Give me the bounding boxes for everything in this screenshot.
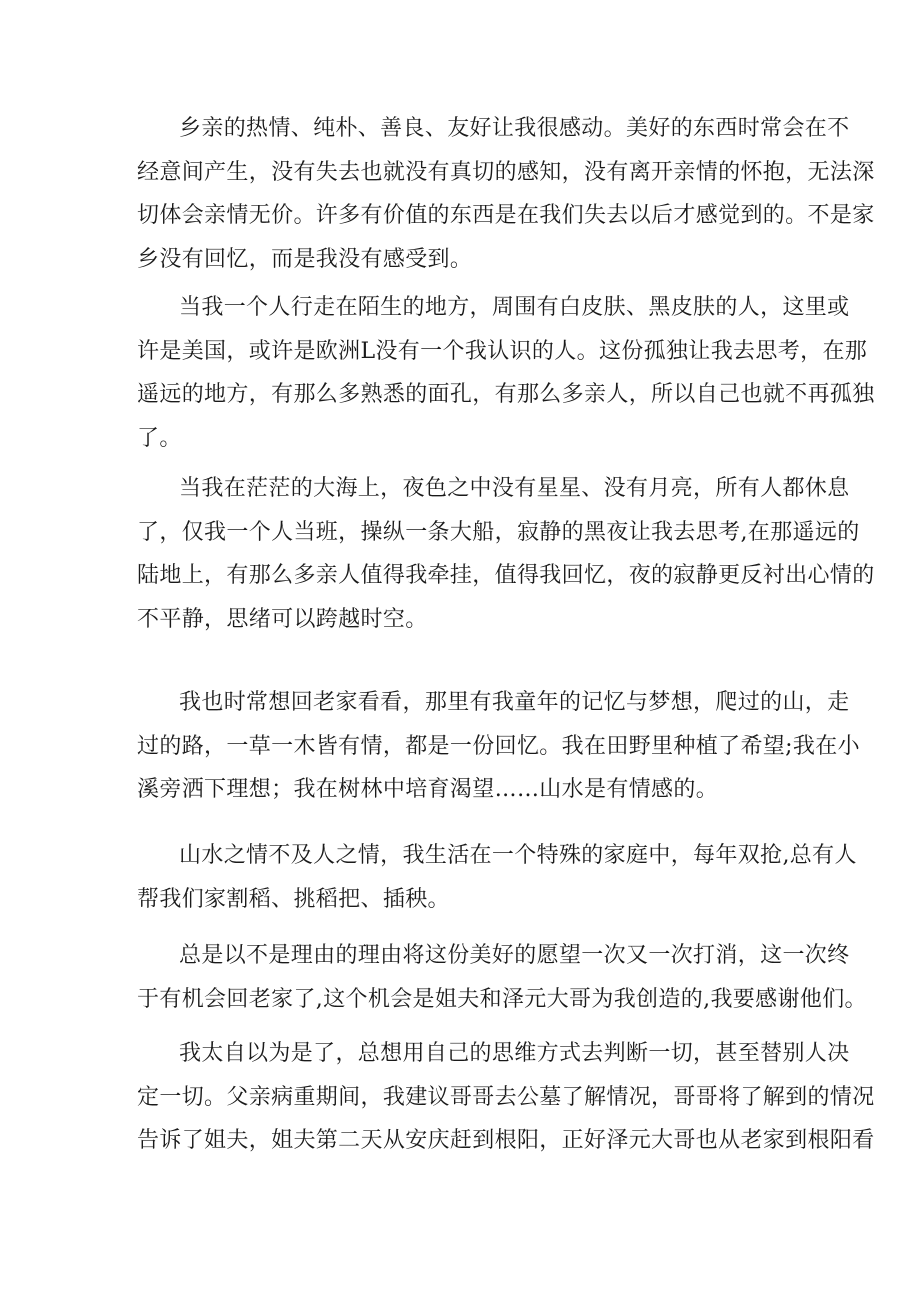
text-line: 我太自以为是了，总想用自己的思维方式去判断一切，甚至替别人决 bbox=[179, 1041, 850, 1066]
text-line: 乡没有回忆，而是我没有感受到。 bbox=[137, 246, 473, 272]
text-line: 总是以不是理由的理由将这份美好的愿望一次又一次打消，这一次终 bbox=[179, 943, 850, 968]
text-line: 于有机会回老家了,这个机会是姐夫和泽元大哥为我创造的,我要感谢他们。 bbox=[137, 986, 867, 1012]
text-line: 告诉了姐夫，姐夫第二天从安庆赶到根阳，正好泽元大哥也从老家到根阳看 bbox=[137, 1128, 875, 1154]
text-line: 我也时常想回老家看看，那里有我童年的记忆与梦想，爬过的山，走 bbox=[179, 690, 850, 715]
text-line: 山水之情不及人之情，我生活在一个特殊的家庭中，每年双抢,总有人 bbox=[179, 843, 857, 868]
paragraph-7 bbox=[137, 1032, 875, 1163]
text-line: 乡亲的热情、纯朴、善良、友好让我很感动。美好的东西时常会在不 bbox=[179, 116, 850, 141]
text-line: 陆地上，有那么多亲人值得我牵挂，值得我回忆，夜的寂静更反衬出心情的 bbox=[137, 563, 875, 589]
text-line: 了。 bbox=[137, 425, 182, 451]
text-line: 了，仅我一个人当班，操纵一条大船，寂静的黑夜让我去思考,在那遥远的 bbox=[137, 519, 860, 545]
text-line: 当我在茫茫的大海上，夜色之中没有星星、没有月亮，所有人都休息 bbox=[179, 476, 850, 501]
paragraph-5 bbox=[137, 834, 857, 921]
text-line: 当我一个人行走在陌生的地方，周围有白皮肤、黑皮肤的人，这里或 bbox=[179, 295, 850, 320]
text-line: 经意间产生，没有失去也就没有真切的感知，没有离开亲情的怀抱，无法深 bbox=[137, 159, 875, 185]
text-line: 许是美国，或许是欧洲L没有一个我认识的人。这份孤独让我去思考，在那 bbox=[137, 338, 868, 364]
paragraph-6 bbox=[137, 934, 867, 1021]
paragraph-1 bbox=[137, 107, 875, 281]
text-line: 帮我们家割稻、挑稻把、插秧。 bbox=[137, 886, 450, 912]
text-line: 遥远的地方，有那么多熟悉的面孔，有那么多亲人，所以自己也就不再孤独 bbox=[137, 382, 875, 408]
text-line: 切体会亲情无价。许多有价值的东西是在我们失去以后才感觉到的。不是家 bbox=[137, 203, 875, 229]
text-line: 过的路，一草一木皆有情，都是一份回忆。我在田野里种植了希望;我在小 bbox=[137, 733, 860, 759]
text-line: 溪旁洒下理想；我在树林中培育渴望……山水是有情感的。 bbox=[137, 777, 719, 803]
paragraph-2 bbox=[137, 286, 875, 460]
text-line: 定一切。父亲病重期间，我建议哥哥去公墓了解情况，哥哥将了解到的情况 bbox=[137, 1084, 875, 1110]
paragraph-4 bbox=[137, 681, 860, 812]
text-line: 不平静，思绪可以跨越时空。 bbox=[137, 606, 428, 632]
paragraph-3 bbox=[137, 467, 875, 641]
